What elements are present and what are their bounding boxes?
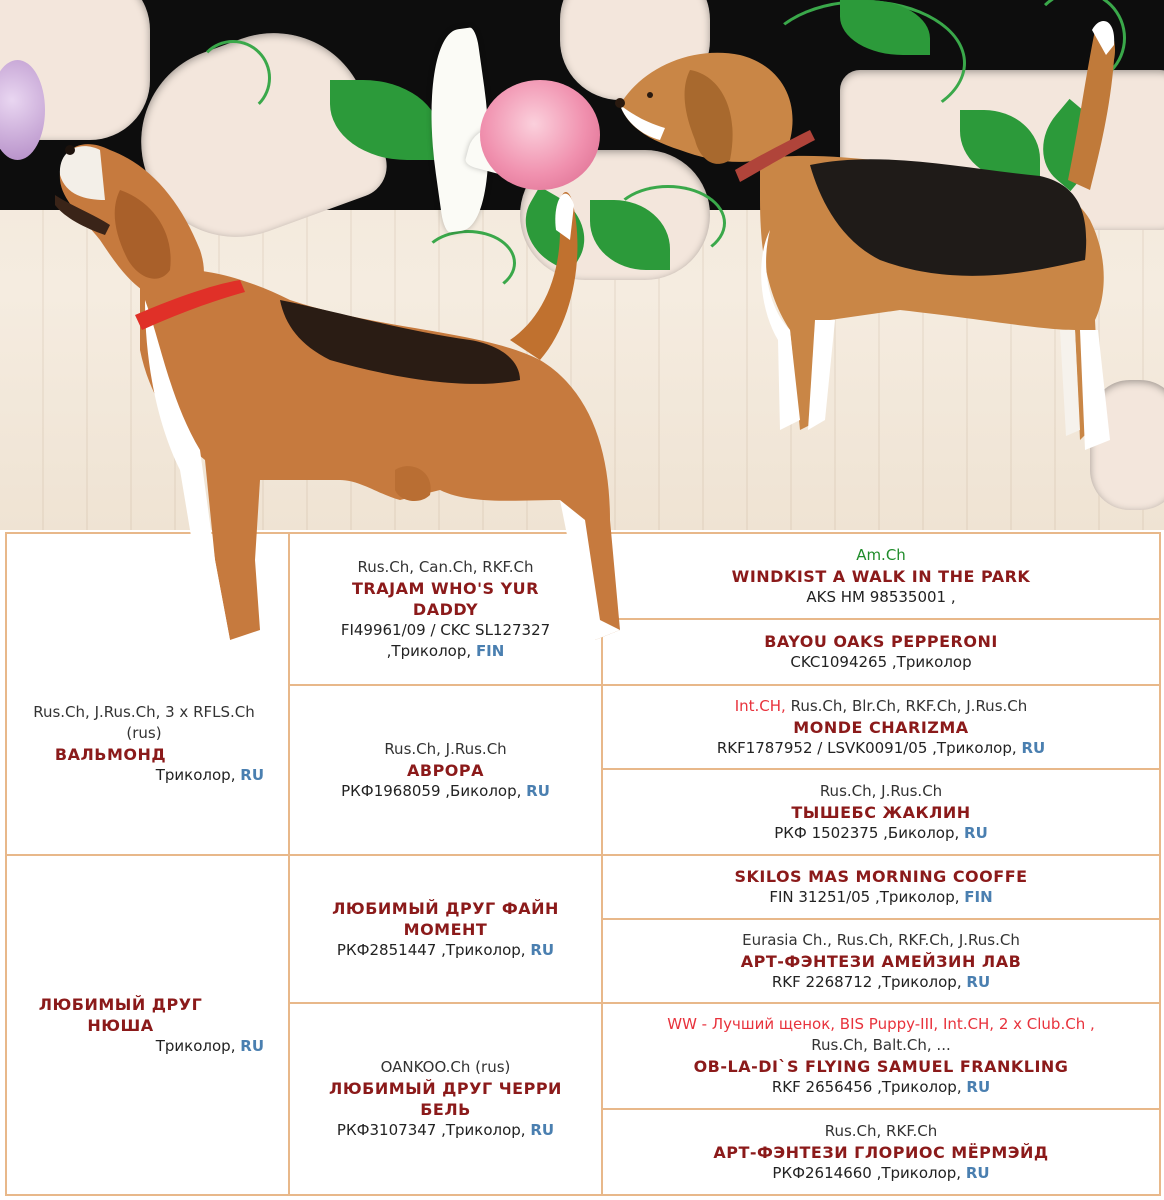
pedigree-cell-g3-4: Rus.Ch, J.Rus.Ch ТЫШЕБС ЖАКЛИН РКФ 1502375 ,Биколор, RU [602,769,1160,855]
pedigree-cell-g3-3: Int.CH, Rus.Ch, Blr.Ch, RKF.Ch, J.Rus.Ch MONDE CHARIZMA RKF1787952 / LSVK0091/05 ,Триколор, RU [602,685,1160,769]
pedigree-cell-g3-7: WW - Лучший щенок, BIS Puppy-III, Int.CH, 2 x Club.Ch , Rus.Ch, Balt.Ch, ... OB-LA-DI`S FLYING SAMUEL FRANKLING RKF 2656456 ,Триколор, RU [602,1003,1160,1109]
sire-titles: Rus.Ch, J.Rus.Ch, 3 x RFLS.Ch (rus) [33,703,255,742]
pedigree-cell-dam [6,855,289,1195]
sire-name: ВАЛЬМОНД [54,745,167,764]
pedigree-cell-sire-sire: Rus.Ch, Can.Ch, RKF.Ch TRAJAM WHO'S YUR DADDY FI49961/09 / CKC SL127327 ,Триколор, FIN [289,533,602,685]
dam-color-country: Триколор, RU [155,1036,264,1055]
pedigree-cell-sire-dam: Rus.Ch, J.Rus.Ch АВРОРА РКФ1968059 ,Биколор, RU [289,685,602,855]
pedigree-cell-dam-dam: OANKOO.Ch (rus) ЛЮБИМЫЙ ДРУГ ЧЕРРИ БЕЛЬ РКФ3107347 ,Триколор, RU [289,1003,602,1195]
pedigree-cell-dam-sire: ЛЮБИМЫЙ ДРУГ ФАЙН МОМЕНТ РКФ2851447 ,Триколор, RU [289,855,602,1003]
pedigree-cell-g3-6: Eurasia Ch., Rus.Ch, RKF.Ch, J.Rus.Ch АРТ-ФЭНТЕЗИ АМЕЙЗИН ЛАВ RKF 2268712 ,Триколор, RU [602,919,1160,1003]
sire-color-country: Триколор, RU [155,766,264,784]
dam-name: ЛЮБИМЫЙ ДРУГ НЮША [38,994,203,1035]
pedigree-cell-g3-5: SKILOS MAS MORNING COOFFE FIN 31251/05 ,Триколор, FIN [602,855,1160,919]
pedigree-cell-g3-8: Rus.Ch, RKF.Ch АРТ-ФЭНТЕЗИ ГЛОРИОС МЁРМЭЙД РКФ2614660 ,Триколор, RU [602,1109,1160,1195]
pedigree-cell-g3-2: BAYOU OAKS PEPPERONI CKC1094265 ,Триколор [602,619,1160,685]
pedigree-cell-g3-1: Am.Ch WINDKIST A WALK IN THE PARK AKS HM 98535001 , [602,533,1160,619]
